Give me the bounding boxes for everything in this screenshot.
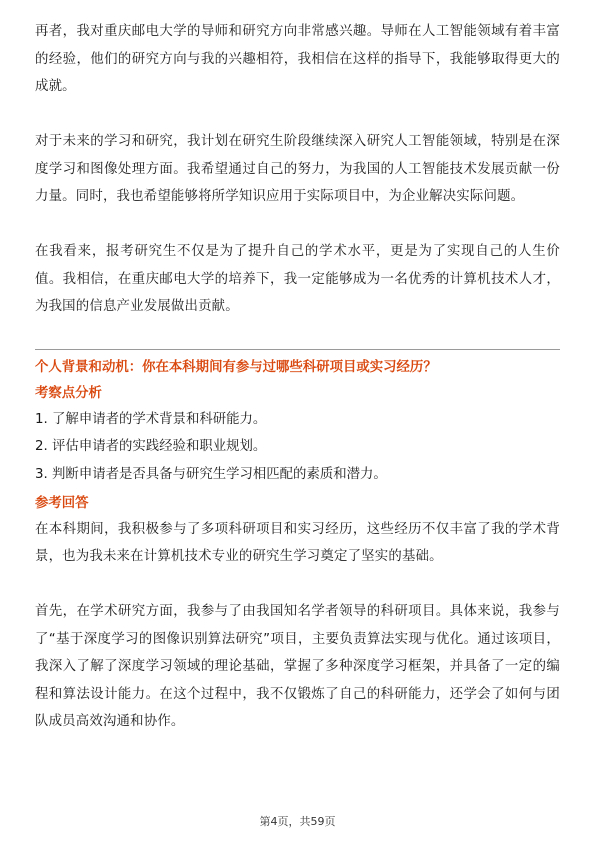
- answer-heading: 参考回答: [35, 495, 89, 511]
- analysis-item: 1. 了解申请者的学术背景和科研能力。: [35, 412, 267, 427]
- qa-section: [35, 382, 560, 736]
- answer-paragraph-intro: 在本科期间，我积极参与了多项科研项目和实习经历，这些经历不仅丰富了我的学术背景，也为我未来在计算机技术专业的研究生学习奠定了坚实的基础。: [35, 521, 560, 565]
- analysis-heading: 考察点分析: [35, 386, 102, 401]
- question-title: 个人背景和动机：你在本科期间有参与过哪些科研项目或实习经历？: [35, 360, 437, 375]
- answer-paragraph-research: 首先，在学术研究方面，我参与了由我国知名学者领导的科研项目。具体来说，我参与了“基于深度学习的图像识别算法研究”项目，主要负责算法实现与优化。通过该项目，我深入了解了深度学习领域的理论基础，掌握了多种深度学习框架，并具备了一定的编程和算法设计能力。在这个过程中，我不仅锻炼了自己的科研能力，还学会了如何与团队成员高效沟通和协作。: [35, 604, 560, 730]
- analysis-item: 2. 评估申请者的实践经验和职业规划。: [35, 439, 267, 455]
- paragraph-future-plan: 对于未来的学习和研究，我计划在研究生阶段继续深入研究人工智能领域，特别是在深度学习和图像处理方面。我希望通过自己的努力，为我国的人工智能技术发展贡献一份力量。同时，我也希望能够将所学知识应用于实际项目中，为企业解决实际问题。: [35, 134, 560, 204]
- analysis-item: 3. 判断申请者是否具备与研究生学习相匹配的素质和潜力。: [35, 466, 387, 482]
- page-number: 第4页，共59页: [259, 815, 336, 828]
- top-content: [35, 18, 560, 321]
- paragraph-interest: 再者，我对重庆邮电大学的导师和研究方向非常感兴趣。导师在人工智能领域有着丰富的经验，他们的研究方向与我的兴趣相符，我相信在这样的指导下，我能够取得更大的成就。: [35, 24, 560, 94]
- paragraph-value: 在我看来，报考研究生不仅是为了提升自己的学术水平，更是为了实现自己的人生价值。我相信，在重庆邮电大学的培养下，我一定能够成为一名优秀的计算机技术人才，为我国的信息产业发展做出贡献。: [35, 244, 560, 314]
- section-divider: [35, 349, 560, 350]
